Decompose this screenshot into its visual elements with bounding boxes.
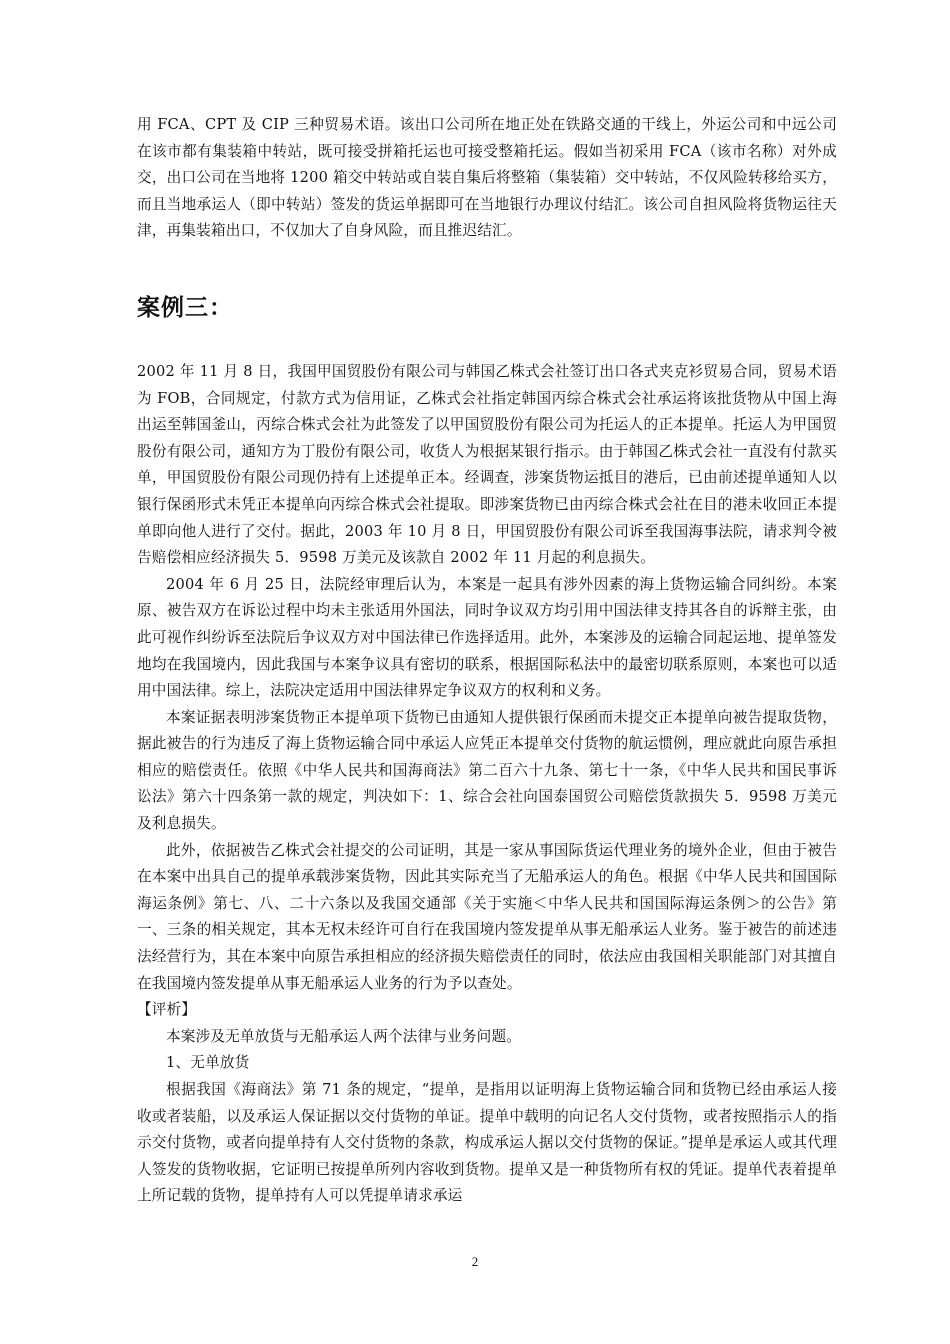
review-paragraph-1: 本案涉及无单放货与无船承运人两个法律与业务问题。 [166, 1027, 522, 1045]
case-paragraph-2: 2004 年 6 月 25 日，法院经审理后认为，本案是一起具有涉外因素的海上货物运输合同纠纷。本案原、被告双方在诉讼过程中均未主张适用外国法，同时争议双方均引用中国法律支持其各自的诉辩主张，由此可视作纠纷诉至法院后争议双方对中国法律已作选择适用。此外，本案涉及的运输合同起运地、提单签发地均在我国境内，因此我国与本案争议具有密切的联系，根据国际私法中的最密切联系原则，本案也可以适用中国法律。综上，法院决定适用中国法律界定争议双方的权利和义务。 [137, 575, 837, 700]
case-heading: 案例三： [137, 294, 233, 321]
page-body [137, 112, 837, 1210]
review-subheading: 1、无单放货 [166, 1054, 250, 1072]
page-number: 2 [471, 1254, 479, 1269]
review-label: 【评析】 [137, 1001, 197, 1019]
intro-paragraph: 用 FCA、CPT 及 CIP 三种贸易术语。该出口公司所在地正处在铁路交通的干线上，外运公司和中远公司在该市都有集装箱中转站，既可接受拼箱托运也可接受整箱托运。假如当初采用 FCA（该市名称）对外成交，出口公司在当地将 1200 箱交中转站或自装自集后将整箱（集装箱）交中转站，不仅风险转移给买方，而且当地承运人（即中转站）签发的货运单据即可在当地银行办理议付结汇。该公司自担风险将货物运往天津，再集装箱出口，不仅加大了自身风险，而且推迟结汇。 [137, 116, 837, 240]
case-paragraph-4: 此外，依据被告乙株式会社提交的公司证明，其是一家从事国际货运代理业务的境外企业，但由于被告在本案中出具自己的提单承载涉案货物，因此其实际充当了无船承运人的角色。根据《中华人民共和国国际海运条例》第七、八、二十六条以及我国交通部《关于实施＜中华人民共和国国际海运条例＞的公告》第一、三条的相关规定，其本无权未经许可自行在我国境内签发提单从事无船承运人业务。鉴于被告的前述违法经营行为，其在本案中向原告承担相应的经济损失赔偿责任的同时，依法应由我国相关职能部门对其擅自在我国境内签发提单从事无船承运人业务的行为予以查处。 [137, 841, 837, 992]
case-paragraph-3: 本案证据表明涉案货物正本提单项下货物已由通知人提供银行保函而未提交正本提单向被告提取货物，据此被告的行为违反了海上货物运输合同中承运人应凭正本提单交付货物的航运惯例，理应就此向原告承担相应的赔偿责任。依照《中华人民共和国海商法》第二百六十九条、第七十一条，《中华人民共和国民事诉讼法》第六十四条第一款的规定，判决如下：1、综合会社向国泰国贸公司赔偿货款损失 5．9598 万美元及利息损失。 [137, 708, 837, 833]
review-paragraph-2: 根据我国《海商法》第 71 条的规定，“提单，是指用以证明海上货物运输合同和货物已经由承运人接收或者装船，以及承运人保证据以交付货物的单证。提单中载明的向记名人交付货物，或者按照指示人的指示交付货物，或者向提单持有人交付货物的条款，构成承运人据以交付货物的保证。”提单是承运人或其代理人签发的货物收据，它证明已按提单所列内容收到货物。提单又是一种货物所有权的凭证。提单代表着提单上所记载的货物，提单持有人可以凭提单请求承运 [137, 1081, 837, 1205]
case-paragraph-1: 2002 年 11 月 8 日，我国甲国贸股份有限公司与韩国乙株式会社签订出口各式夹克衫贸易合同，贸易术语为 FOB，合同规定，付款方式为信用证，乙株式会社指定韩国丙综合株式会社承运将该批货物从中国上海出运至韩国釜山，丙综合株式会社为此签发了以甲国贸股份有限公司为托运人的正本提单。托运人为甲国贸股份有限公司，通知方为丁股份有限公司，收货人为根据某银行指示。由于韩国乙株式会社一直没有付款买单，甲国贸股份有限公司现仍持有上述提单正本。经调查，涉案货物运抵目的港后，已由前述提单通知人以银行保函形式未凭正本提单向丙综合株式会社提取。即涉案货物已由丙综合株式会社在目的港未收回正本提单即向他人进行了交付。据此，2003 年 10 月 8 日，甲国贸股份有限公司诉至我国海事法院，请求判令被告赔偿相应经济损失 5．9598 万美元及该款自 2002 年 11 月起的利息损失。 [137, 362, 837, 567]
